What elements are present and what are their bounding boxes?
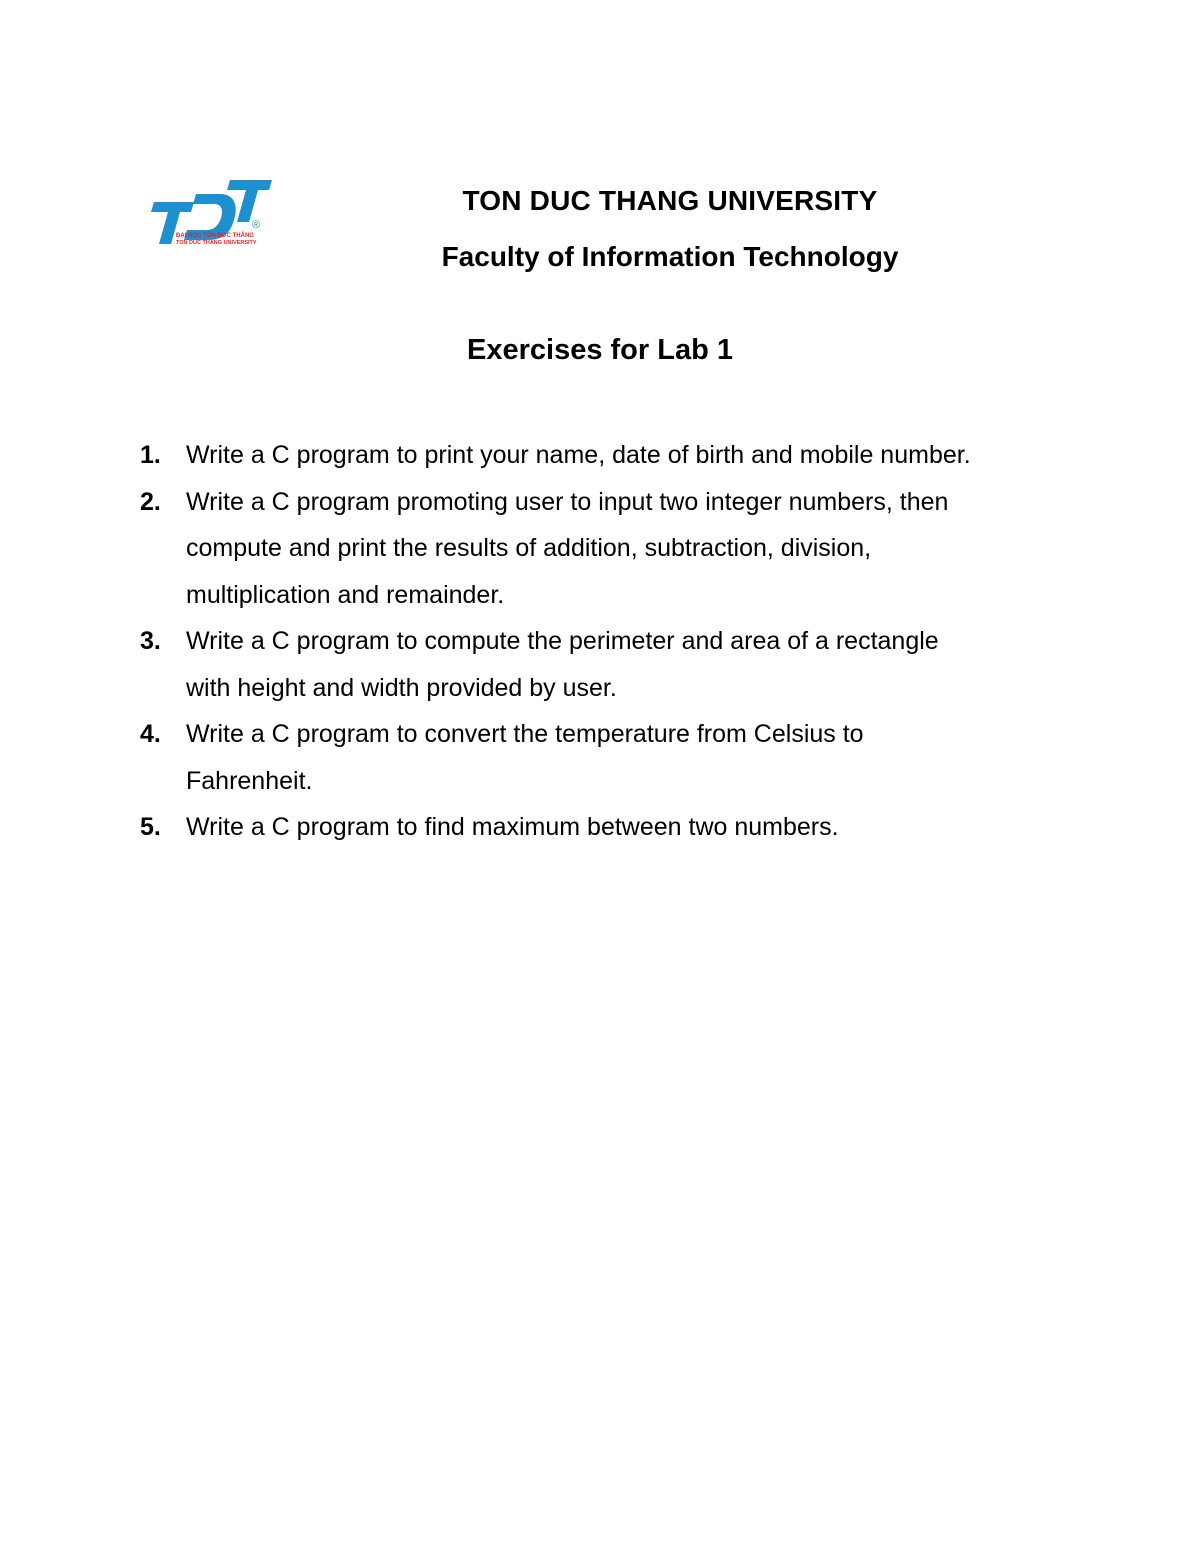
exercise-number: 1. xyxy=(140,441,161,469)
page-title: Exercises for Lab 1 xyxy=(467,334,733,366)
exercise-item-4 xyxy=(140,711,1080,804)
exercise-line: Write a C program to compute the perimeter and area of a rectangle xyxy=(186,627,939,655)
exercise-item-5 xyxy=(140,804,1080,851)
exercise-line: with height and width provided by user. xyxy=(186,673,617,702)
exercise-item-3 xyxy=(140,618,1080,711)
exercise-item-1 xyxy=(140,432,1080,479)
exercise-line: Write a C program to print your name, date of birth and mobile number. xyxy=(186,441,971,469)
exercise-line: compute and print the results of addition, subtraction, division, xyxy=(186,534,872,562)
exercise-line: Write a C program promoting user to input two integer numbers, then xyxy=(186,487,949,516)
exercise-number: 3. xyxy=(140,627,161,655)
exercise-line: Fahrenheit. xyxy=(186,766,313,795)
exercise-line: Write a C program to find maximum between two numbers. xyxy=(186,813,839,841)
exercise-item-2 xyxy=(140,479,1080,619)
exercise-number: 4. xyxy=(140,720,161,748)
faculty-name: Faculty of Information Technology xyxy=(441,241,899,272)
exercise-text xyxy=(186,711,1080,804)
svg-text:®: ® xyxy=(252,219,261,231)
exercise-text xyxy=(186,618,1080,711)
exercise-text xyxy=(186,479,1080,619)
svg-text:TON DUC THANG UNIVERSITY: TON DUC THANG UNIVERSITY xyxy=(176,240,257,246)
university-name: TON DUC THANG UNIVERSITY xyxy=(462,185,878,216)
exercise-number: 5. xyxy=(140,813,161,841)
exercise-line: multiplication and remainder. xyxy=(186,580,505,609)
exercise-text xyxy=(186,804,1080,851)
svg-text:ĐẠI HỌC TÔN ĐỨC THẮNG: ĐẠI HỌC TÔN ĐỨC THẮNG xyxy=(176,233,254,239)
exercise-number: 2. xyxy=(140,487,161,516)
exercise-line: Write a C program to convert the temperature from Celsius to xyxy=(186,720,864,748)
exercise-text xyxy=(186,432,1080,479)
exercise-list xyxy=(140,432,1080,851)
university-logo xyxy=(146,176,276,248)
